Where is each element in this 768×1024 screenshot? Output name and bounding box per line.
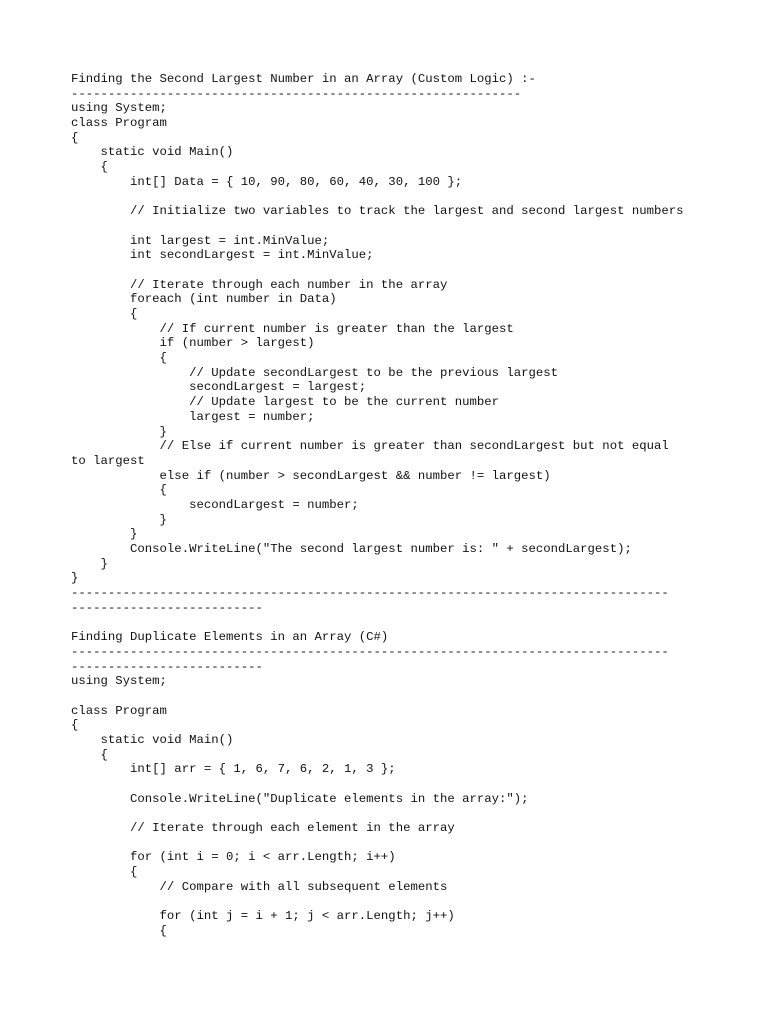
separator-line: --------------------------------------------------------------------------------- [71, 586, 669, 601]
code-line: } [71, 556, 108, 571]
separator-line-wrapped: -------------------------- [71, 600, 263, 615]
section-title-second-largest: Finding the Second Largest Number in an Array (Custom Logic) :- [71, 72, 536, 86]
code-line: { [71, 923, 167, 938]
blank-line [71, 263, 711, 278]
code-line: } [71, 527, 138, 542]
code-line: } [71, 571, 79, 586]
code-line: foreach (int number in Data) [71, 292, 337, 307]
blank-line [71, 615, 711, 630]
blank-line [71, 219, 711, 234]
blank-line [71, 836, 711, 851]
code-line: secondLargest = number; [71, 497, 359, 512]
code-comment: // Else if current number is greater than secondLargest but not equal [71, 439, 669, 454]
code-comment: // Compare with all subsequent elements [71, 879, 448, 894]
blank-line [71, 190, 711, 205]
code-line: secondLargest = largest; [71, 380, 367, 395]
code-line: else if (number > secondLargest && number != largest) [71, 468, 551, 483]
blank-line [71, 689, 711, 704]
code-comment: // Update largest to be the current number [71, 395, 500, 410]
code-line: for (int i = 0; i < arr.Length; i++) [71, 850, 396, 865]
code-comment-wrapped: to largest [71, 453, 145, 468]
blank-line [71, 777, 711, 792]
code-line: static void Main() [71, 145, 234, 160]
code-line: { [71, 130, 79, 145]
code-line: { [71, 747, 108, 762]
code-line: largest = number; [71, 409, 315, 424]
code-line: { [71, 865, 138, 880]
code-comment: // Update secondLargest to be the previous largest [71, 365, 559, 380]
code-line: Console.WriteLine("The second largest number is: " + secondLargest); [71, 542, 632, 556]
code-line: using System; [71, 674, 167, 689]
code-line: { [71, 351, 167, 366]
code-comment: // Iterate through each element in the array [71, 821, 455, 836]
code-line: if (number > largest) [71, 336, 315, 351]
code-line: int[] Data = { 10, 90, 80, 60, 40, 30, 100 }; [71, 174, 463, 189]
code-listing [71, 72, 711, 939]
code-line: for (int j = i + 1; j < arr.Length; j++) [71, 909, 455, 924]
code-line: int secondLargest = int.MinValue; [71, 248, 374, 263]
code-line: static void Main() [71, 732, 234, 747]
code-line: { [71, 718, 79, 733]
code-comment: // If current number is greater than the largest [71, 321, 514, 336]
blank-line [71, 895, 711, 910]
code-line: { [71, 483, 167, 498]
code-line: { [71, 307, 138, 321]
section-title-duplicates: Finding Duplicate Elements in an Array (C#) [71, 630, 389, 645]
code-line: int largest = int.MinValue; [71, 233, 330, 248]
code-line: } [71, 512, 167, 527]
separator-line-wrapped: -------------------------- [71, 659, 263, 674]
code-comment: // Initialize two variables to track the largest and second largest numbers [71, 204, 684, 219]
blank-line [71, 806, 711, 821]
separator-line: ------------------------------------------------------------- [71, 86, 522, 101]
code-line: class Program [71, 703, 167, 718]
code-line: } [71, 424, 167, 439]
code-line: Console.WriteLine("Duplicate elements in the array:"); [71, 791, 529, 806]
code-line: int[] arr = { 1, 6, 7, 6, 2, 1, 3 }; [71, 762, 396, 777]
code-comment: // Iterate through each number in the array [71, 277, 448, 292]
separator-line: --------------------------------------------------------------------------------- [71, 644, 669, 659]
code-line: using System; [71, 101, 167, 116]
code-line: class Program [71, 116, 167, 131]
code-line: { [71, 160, 108, 175]
